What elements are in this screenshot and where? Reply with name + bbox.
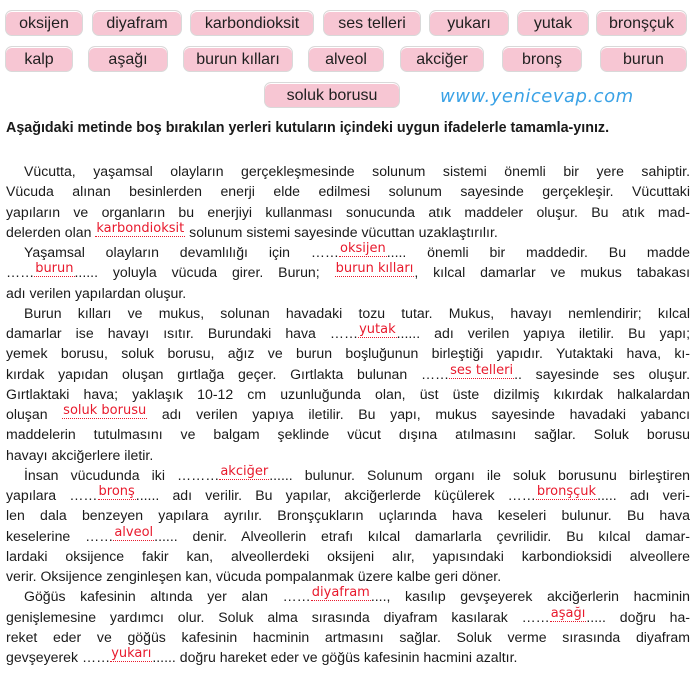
- passage-line: [6, 364, 690, 384]
- text-segment: genişlemesine yardımcı olur. Soluk alma sırasında diyafram kasılarak ……: [6, 608, 550, 625]
- passage-line: [6, 485, 690, 505]
- text-segment: ……: [6, 264, 35, 281]
- text-segment: Gırtlaktaki hava; yaklaşık 10-12 cm uzunluğunda olan, üst üste dizilmiş kıkırdak halkalardan: [6, 385, 690, 402]
- text-segment: damarlar ise havayı ısıtır. Burundaki hava ……: [6, 325, 359, 341]
- answer-fill: burun kılları: [335, 261, 414, 277]
- text-segment: ..... adı veri-: [597, 487, 691, 503]
- text-segment: ..... doğru ha-: [586, 608, 691, 625]
- text-segment: yapıların ve organların bu enerjiyi kullanması sonucunda atık maddeler oluşur. Bu atık mad-: [6, 203, 690, 220]
- answer-fill: soluk borusu: [63, 403, 147, 418]
- word-chip: soluk borusu: [264, 82, 400, 108]
- text-segment: lardaki oksijence fakir kan, alveollerdeki oksijeni alır, yapısındaki karbondioksidi alveollere: [6, 547, 690, 564]
- word-chip: diyafram: [92, 10, 182, 36]
- word-chip: akciğer: [400, 46, 484, 72]
- text-segment: Vücutta, yaşamsal olayların gerçekleşmesinde solunum sistemi önemli bir yere sahiptir.: [24, 163, 690, 179]
- text-segment: delerden olan: [6, 223, 96, 240]
- text-segment: ...... denir. Alveollerin etrafı kılcal damarlarla çevrilidir. Bu kılcal damar-: [154, 527, 690, 544]
- text-segment: ...... yoluyla vücuda girer. Burun;: [74, 264, 335, 281]
- passage-line: [6, 323, 690, 343]
- passage-line: [6, 526, 690, 546]
- passage-line: [6, 202, 690, 222]
- word-chip: yukarı: [429, 10, 509, 36]
- text-segment: havayı akciğerlere iletir.: [6, 446, 154, 463]
- text-segment: ...... adı verilen yapıya iletilir. Bu yapı;: [396, 325, 690, 341]
- passage-line: [6, 242, 690, 262]
- answer-fill: yutak: [359, 322, 396, 337]
- answer-fill: alveol: [114, 524, 154, 540]
- passage-line: [6, 181, 690, 201]
- answer-fill: karbondioksit: [96, 220, 185, 236]
- passage-line: [6, 161, 690, 181]
- passage-line: [6, 647, 690, 667]
- text-segment: yemek borusu, soluk borusu, ağız ve burun boşluğunun birleştiği yapıdır. Yutaktaki hava, kı-: [6, 345, 690, 362]
- instruction-text: Aşağıdaki metinde boş bırakılan yerleri kutuların içindeki uygun ifadelerle tamamla-yınız.: [6, 120, 610, 136]
- passage-line: [6, 384, 690, 404]
- passage-line: [6, 546, 690, 566]
- word-chip: kalp: [5, 46, 73, 72]
- text-segment: Göğüs kafesinin altında yer alan ……: [24, 588, 311, 605]
- text-segment: ...., kasılıp gevşeyerek akciğerlerin hacminin: [370, 588, 690, 605]
- text-segment: kırdak yapıdan oluşan gırtlağa geçer. Gırtlakta bulunan ……: [6, 365, 450, 382]
- answer-fill: bronş: [98, 484, 135, 499]
- text-segment: reket eder ve göğüs kafesinin hacminin artmasını sağlar. Soluk verme sırasında diyafram: [6, 628, 690, 645]
- passage-line: [6, 607, 690, 627]
- word-chip: bronşçuk: [596, 10, 687, 36]
- word-chip: burun: [600, 46, 687, 72]
- passage-line: [6, 404, 690, 424]
- word-chip: oksijen: [5, 10, 83, 36]
- passage-line: [6, 505, 690, 525]
- text-segment: .. sayesinde ses oluşur.: [514, 365, 691, 382]
- passage-line: [6, 566, 690, 586]
- passage-line: [6, 303, 690, 323]
- answer-fill: burun: [35, 261, 74, 277]
- text-segment: adı verilen yapılardan oluşur.: [6, 284, 187, 301]
- passage-line: [6, 222, 690, 242]
- text-segment: Burun kılları ve mukus, solunan havadaki tozu tutar. Mukus, havayı nemlendirir; kılcal: [24, 304, 690, 321]
- word-chip: aşağı: [88, 46, 168, 72]
- watermark-text: www.yenicevap.com: [440, 86, 634, 107]
- text-segment: yapılara ……: [6, 487, 98, 503]
- text-segment: verir. Oksijence zenginleşen kan, vücuda pompalanmak üzere kalbe geri döner.: [6, 568, 502, 584]
- answer-fill: ses telleri: [450, 362, 514, 378]
- text-segment: solunum sistemi sayesinde vücuttan uzaklaştırılır.: [185, 223, 498, 240]
- word-chip: alveol: [308, 46, 384, 72]
- text-segment: Vücuda alınan besinlerden enerji elde edilmesi solunum sayesinde gerçekleşir. Vücuttaki: [6, 183, 690, 200]
- passage-line: [6, 445, 690, 465]
- text-segment: gevşeyerek ……: [6, 649, 111, 665]
- passage-line: [6, 283, 690, 303]
- text-segment: , kılcal damarlar ve mukus tabakası: [414, 264, 691, 281]
- text-segment: keselerine ……: [6, 527, 114, 544]
- word-chip: bronş: [502, 46, 582, 72]
- text-segment: İnsan vücudunda iki ………: [24, 466, 220, 483]
- text-segment: maddelerin tutulmasını ve balgam şeklinde vücut dışına atılmasını sağlar. Soluk borusu: [6, 426, 690, 443]
- answer-fill: diyafram: [311, 585, 370, 601]
- word-chip: burun kılları: [183, 46, 293, 72]
- text-segment: len dala benzeyen yapılara ayrılır. Bronşçukların uçlarında hava keseleri bulunur. Bu hava: [6, 507, 690, 524]
- passage-line: [6, 627, 690, 647]
- text-segment: ..... önemli bir maddedir. Bu madde: [386, 244, 690, 260]
- passage-line: [6, 424, 690, 444]
- answer-fill: oksijen: [340, 241, 386, 256]
- word-chip: karbondioksit: [190, 10, 314, 36]
- answer-fill: yukarı: [111, 646, 152, 661]
- passage-line: [6, 262, 690, 282]
- answer-fill: aşağı: [550, 605, 586, 621]
- text-segment: ...... doğru hareket eder ve göğüs kafesinin hacmini azaltır.: [152, 649, 518, 665]
- text-segment: ...... bulunur. Solunum organı ile soluk borusunu birleştiren: [269, 466, 691, 483]
- passage: [6, 161, 690, 667]
- word-chip: yutak: [517, 10, 589, 36]
- text-segment: ...... adı verilir. Bu yapılar, akciğerlerde küçülerek ……: [135, 487, 536, 503]
- passage-line: [6, 465, 690, 485]
- answer-fill: bronşçuk: [536, 484, 597, 499]
- text-segment: adı verilen yapıya iletilir. Bu yapı, mukus sayesinde havadaki yabancı: [147, 406, 690, 422]
- word-chip: ses telleri: [323, 10, 421, 36]
- passage-line: [6, 343, 690, 363]
- passage-line: [6, 586, 690, 606]
- answer-fill: akciğer: [220, 463, 269, 479]
- text-segment: oluşan: [6, 406, 63, 422]
- text-segment: Yaşamsal olayların devamlılığı için ……: [24, 244, 340, 260]
